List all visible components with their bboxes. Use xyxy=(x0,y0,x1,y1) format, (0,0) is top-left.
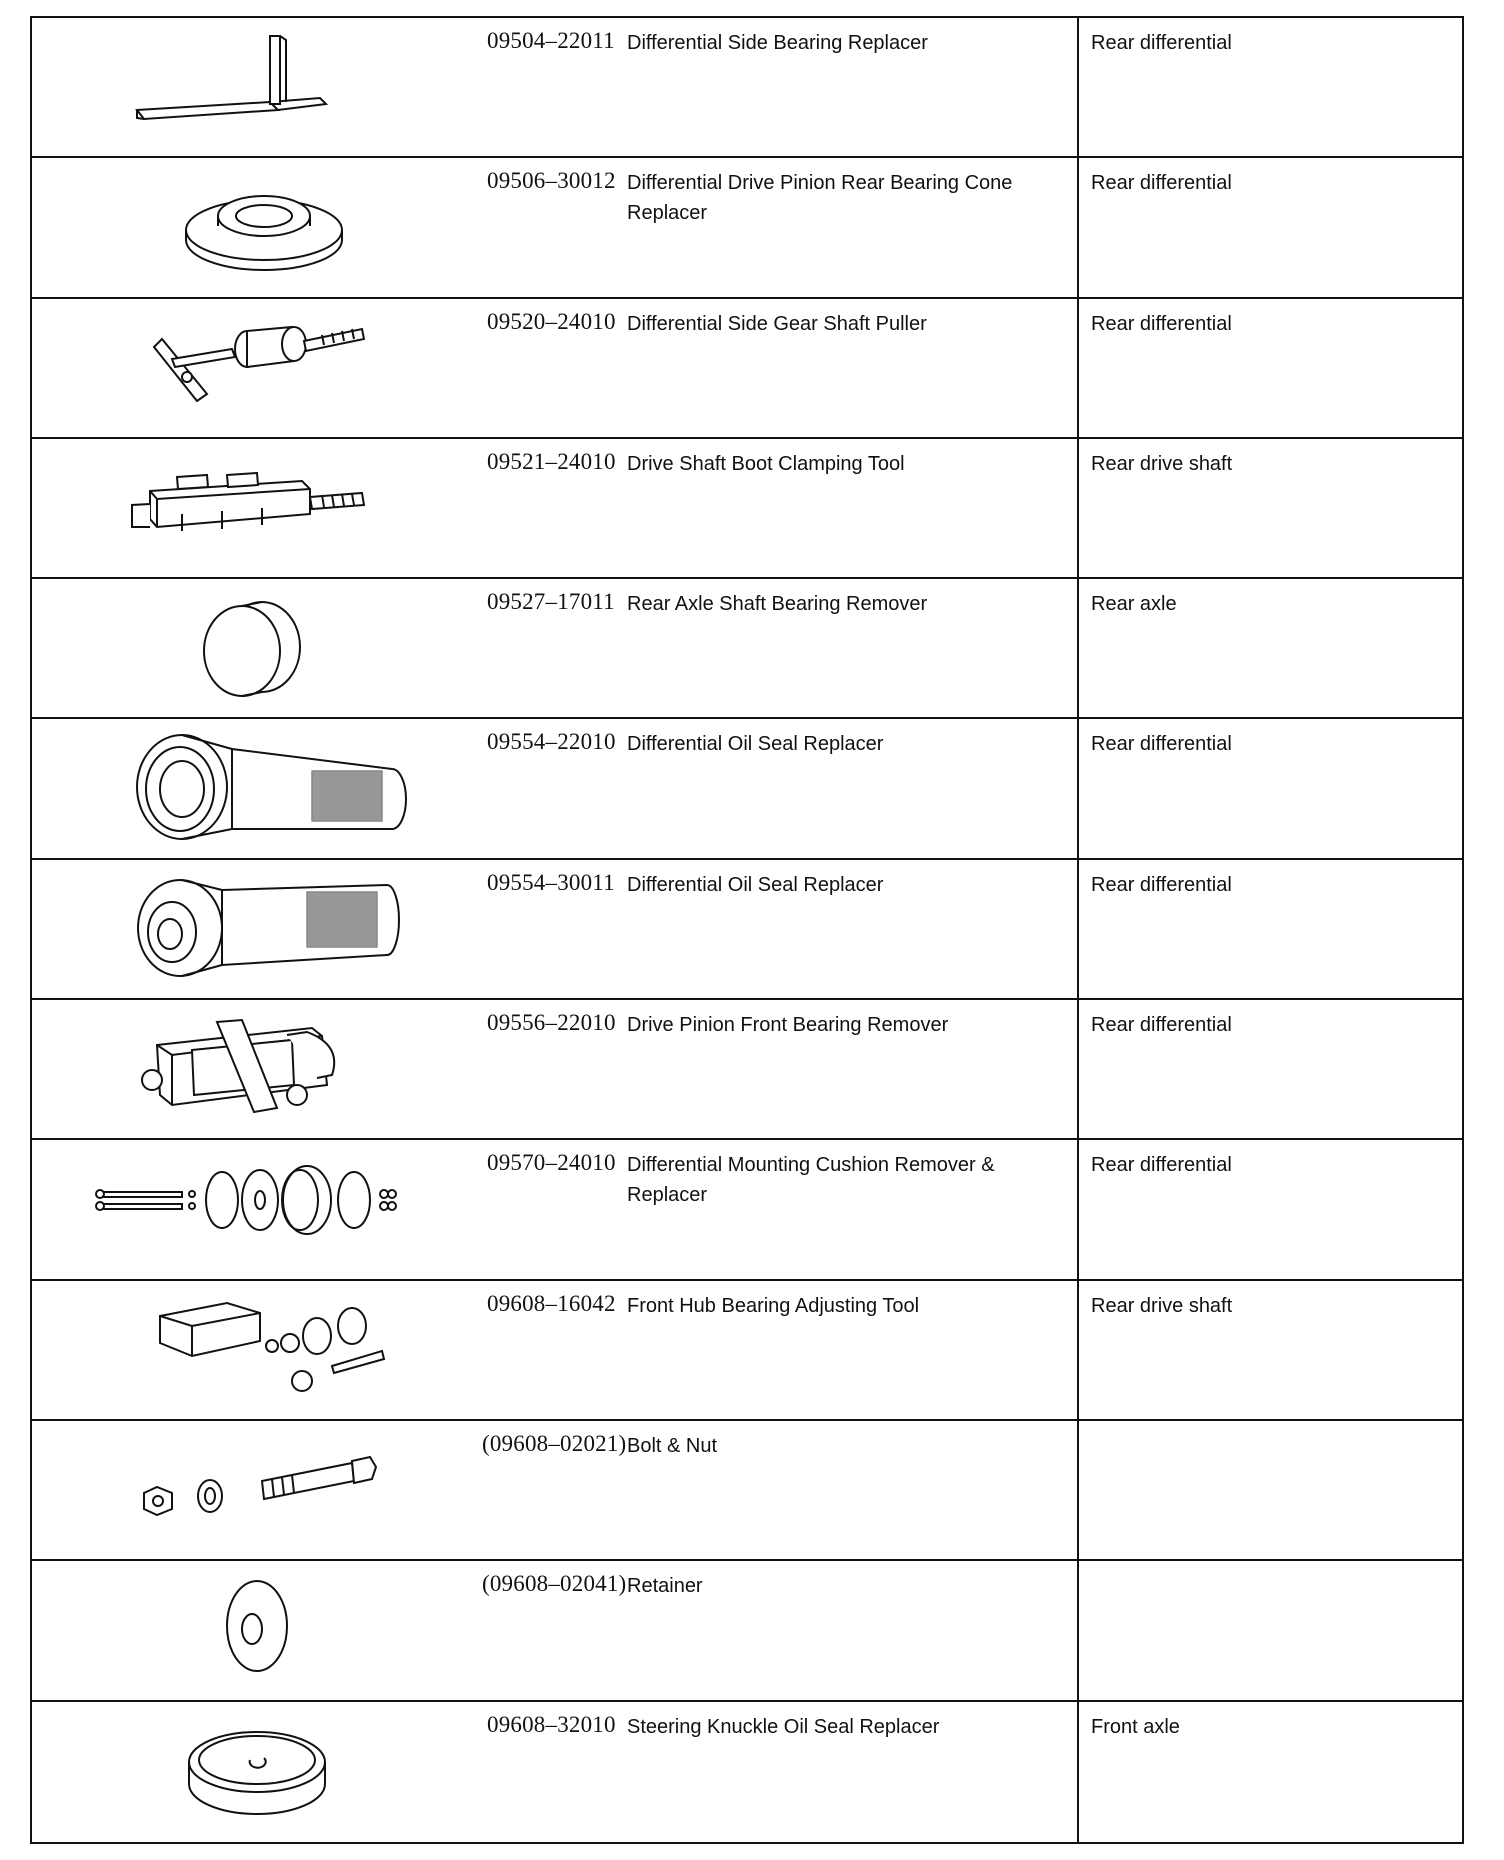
part-number: 09506–30012 xyxy=(487,168,616,194)
tool-row xyxy=(32,1140,1462,1280)
part-number: 09556–22010 xyxy=(487,1010,616,1036)
tool-use: Rear differential xyxy=(1077,158,1462,296)
part-number: (09608–02021) xyxy=(482,1430,627,1456)
special-tools-table xyxy=(30,16,1464,1844)
retainer-washer-icon xyxy=(32,1561,452,1699)
tool-use: Rear drive shaft xyxy=(1077,439,1462,577)
tool-name: Differential Oil Seal Replacer xyxy=(627,733,884,756)
l-shaped-bar-tool-icon xyxy=(32,18,452,156)
tool-name: Steering Knuckle Oil Seal Replacer xyxy=(627,1715,940,1738)
clamping-tool-icon xyxy=(32,439,452,577)
tool-use: Front axle xyxy=(1077,1702,1462,1842)
tool-use: Rear differential xyxy=(1077,299,1462,437)
tool-use: Rear differential xyxy=(1077,18,1462,156)
tool-row xyxy=(32,299,1462,439)
part-number: 09521–24010 xyxy=(487,448,616,474)
tool-row xyxy=(32,1000,1462,1140)
tool-row xyxy=(32,18,1462,158)
slide-hammer-puller-icon xyxy=(32,299,452,437)
tool-row xyxy=(32,158,1462,298)
tool-name: Bolt & Nut xyxy=(627,1434,718,1457)
part-number: 09570–24010 xyxy=(487,1150,616,1176)
tool-use xyxy=(1077,1561,1462,1699)
tool-row xyxy=(32,1281,1462,1421)
flanged-ring-tool-icon xyxy=(32,158,452,296)
tool-use: Rear axle xyxy=(1077,579,1462,717)
tool-row xyxy=(32,439,1462,579)
part-number: 09554–30011 xyxy=(487,869,615,895)
tool-use: Rear drive shaft xyxy=(1077,1281,1462,1419)
part-number: 09608–16042 xyxy=(487,1290,616,1316)
tool-use xyxy=(1077,1421,1462,1559)
tool-row xyxy=(32,1421,1462,1561)
tool-row xyxy=(32,860,1462,1000)
part-number: 09520–24010 xyxy=(487,308,616,334)
tool-use: Rear differential xyxy=(1077,1000,1462,1138)
tool-row xyxy=(32,719,1462,859)
tool-row xyxy=(32,1702,1462,1842)
bearing-remover-frame-icon xyxy=(32,1000,452,1138)
tool-name: Differential Mounting Cushion Remover & Replacer xyxy=(627,1154,995,1207)
part-number: 09527–17011 xyxy=(487,589,615,615)
tool-use: Rear differential xyxy=(1077,719,1462,857)
knurled-seal-driver-icon xyxy=(32,860,452,998)
tool-name: Differential Drive Pinion Rear Bearing Cone Replacer xyxy=(627,172,1013,225)
tool-name: Front Hub Bearing Adjusting Tool xyxy=(627,1294,920,1317)
hub-tool-kit-icon xyxy=(32,1281,452,1419)
tool-name: Rear Axle Shaft Bearing Remover xyxy=(627,593,928,616)
tool-row xyxy=(32,1561,1462,1701)
part-number: 09554–22010 xyxy=(487,729,616,755)
tool-name: Drive Shaft Boot Clamping Tool xyxy=(627,452,905,475)
cushion-tool-set-icon xyxy=(32,1140,452,1278)
part-number: 09608–32010 xyxy=(487,1711,616,1737)
tool-name: Differential Side Gear Shaft Puller xyxy=(627,312,927,335)
tool-name: Drive Pinion Front Bearing Remover xyxy=(627,1014,949,1037)
tool-row xyxy=(32,579,1462,719)
tool-use: Rear differential xyxy=(1077,860,1462,998)
tool-name: Differential Oil Seal Replacer xyxy=(627,873,884,896)
knurled-seal-driver-icon xyxy=(32,719,452,857)
tool-name: Retainer xyxy=(627,1575,703,1598)
part-number: (09608–02041) xyxy=(482,1571,627,1597)
cup-remover-icon xyxy=(32,579,452,717)
tool-use: Rear differential xyxy=(1077,1140,1462,1278)
part-number: 09504–22011 xyxy=(487,28,615,53)
seal-replacer-disc-icon xyxy=(32,1702,452,1842)
tool-name: Differential Side Bearing Replacer xyxy=(627,32,928,54)
bolt-and-nut-icon xyxy=(32,1421,452,1559)
